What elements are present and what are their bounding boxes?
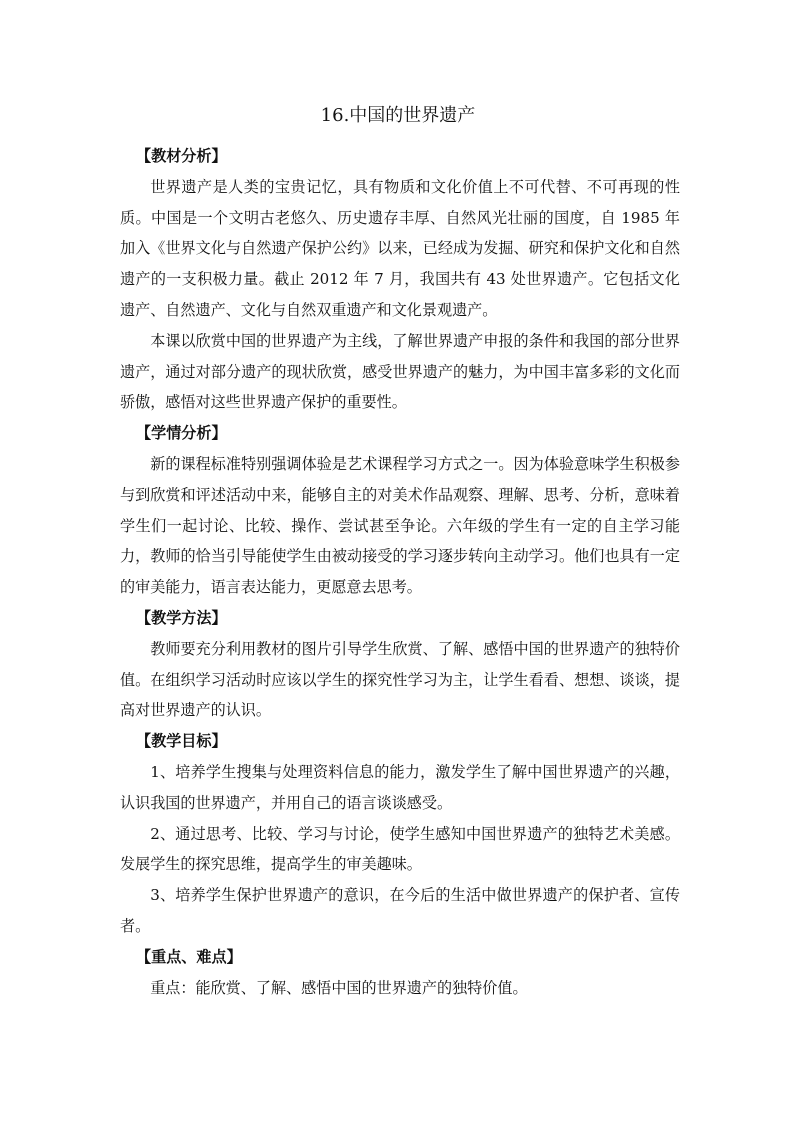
paragraph: 1、培养学生搜集与处理资料信息的能力，激发学生了解中国世界遗产的兴趣，认识我国的世界遗产，并用自己的语言谈谈感受。 [120, 762, 680, 812]
paragraph: 2、通过思考、比较、学习与讨论，使学生感知中国世界遗产的独特艺术美感。发展学生的探究思维，提高学生的审美趣味。 [120, 824, 680, 874]
document-title: 16.中国的世界遗产 [320, 105, 476, 126]
document-body [120, 141, 680, 1003]
section-teaching-method [120, 603, 680, 726]
section-textbook-analysis [120, 141, 680, 418]
section-heading: 【教材分析】 [136, 147, 227, 165]
section-heading: 【教学目标】 [136, 732, 227, 751]
section-heading: 【重点、难点】 [136, 947, 242, 966]
paragraph: 世界遗产是人类的宝贵记忆，具有物质和文化价值上不可代替、不可再现的性质。中国是一个文明古老悠久、历史遗存丰厚、自然风光壮丽的国度，自 1985 年加入《世界文化与自然遗产保护公约》以来，已经成为发掘、研究和保护文化和自然遗产的一支积极力量。截止 2012 年 7 月，我国共有 43 处世界遗产。它包括文化遗产、自然遗产、文化与自然双重遗产和文化景观遗产。 [120, 177, 680, 319]
paragraph: 新的课程标准特别强调体验是艺术课程学习方式之一。因为体验意味学生积极参与到欣赏和评述活动中来，能够自主的对美术作品观察、理解、思考、分析，意味着学生们一起讨论、比较、操作、尝试甚至争论。六年级的学生有一定的自主学习能力，教师的恰当引导能使学生由被动接受的学习逐步转向主动学习。他们也具有一定的审美能力，语言表达能力，更愿意去思考。 [120, 454, 680, 597]
section-heading: 【学情分析】 [136, 424, 227, 443]
paragraph: 教师要充分利用教材的图片引导学生欣赏、了解、感悟中国的世界遗产的独特价值。在组织学习活动时应该以学生的探究性学习为主，让学生看看、想想、谈谈，提高对世界遗产的认识。 [120, 639, 680, 720]
section-key-points [120, 942, 680, 1004]
paragraph: 3、培养学生保护世界遗产的意识，在今后的生活中做世界遗产的保护者、宣传者。 [120, 886, 680, 935]
section-teaching-goals [120, 726, 680, 942]
paragraph: 重点：能欣赏、了解、感悟中国的世界遗产的独特价值。 [150, 978, 528, 997]
paragraph: 本课以欣赏中国的世界遗产为主线，了解世界遗产申报的条件和我国的部分世界遗产，通过对部分遗产的现状欣赏，感受世界遗产的魅力，为中国丰富多彩的文化而骄傲，感悟对这些世界遗产保护的重要性。 [120, 331, 680, 412]
section-student-analysis [120, 418, 680, 603]
section-heading: 【教学方法】 [136, 608, 227, 627]
